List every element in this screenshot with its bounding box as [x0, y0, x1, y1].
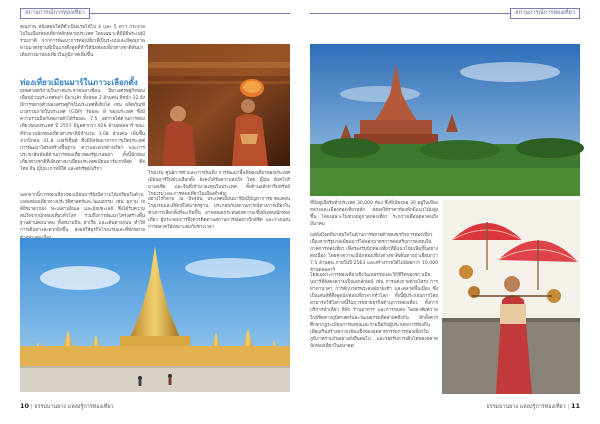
left-para-1: คุณภาพ หนังสดุมใส่ที่ดำเนินแรมได้ไป 4 และ 5 ดาว กระจายไปในเมืองท่องเที่ยวหลักหลายประเทศ โดยเฉพาะที่มีพิธีประเพณีร่วมภาคี จากการพัฒนาการท่องเที่ยวที่เป็นระบบและมีคุณภาพตามมาตรฐานที่เป็นแรงดึงดูดที่ทำให้นักท่องเที่ยวต่างชาติหันมาเดินทางมาท่องเที่ยวในภูมิภาคเพิ่มขึ้น	[20, 25, 145, 59]
monks-photo	[148, 44, 290, 166]
shwedagon-pagoda-photo	[20, 238, 290, 392]
monks-caption: โรงแรม ศูนย์การค้าและการบันเทิง การพัฒนาพื้นที่ท่องเที่ยวของประเทศเมียนมาร์ในช่วงเลือกตั้ง ยังคงได้รับความสนใจ ไทย ญี่ปุ่น สิงคโปร์ มาเลเซีย และจีนที่เข้ามาลงทุนในประเทศ ทั้งด้านอสังหาริมทรัพย์ โรงแรม และการท่องเที่ยวในเมืองสำคัญ	[148, 171, 290, 198]
left-page-number: 10	[20, 402, 30, 410]
parasol-vendor-photo	[442, 200, 580, 394]
right-footer-divider: |	[567, 404, 571, 410]
left-para-4: อย่างไรก็ตาม ณ ปัจจุบัน ประเทศเมียนมาร์ยังมีปัญหาการขาดแคลนโรงแรมและที่พักที่ได้มาตรฐาน ประกอบกับสถานการณ์ทางการเมืองในช่วงการเลือกตั้งที่จะเกิดขึ้น อาจส่งผลกระทบต่อความเชื่อมั่นของนักท่องเที่ยว ผู้ประกอบการจึงควรติดตามสถานการณ์อย่างใกล้ชิด และวางแผนการตลาดให้เหมาะสมกับช่วงเวลา	[148, 197, 290, 231]
pagoda-illustration	[20, 238, 290, 392]
right-header	[310, 8, 580, 19]
right-para-2: แต่ยังมีจุดที่น่าสนใจในด้านการขยายตัวของธุรกิจการท่องเที่ยว เนื่องจากรัฐบาลเมียนมาร์ได้ออกมาตรการส่งเสริมการลงทุนในภาคการท่องเที่ยว เพื่อรองรับนักท่องเที่ยวที่มีแนวโน้มเพิ่มขึ้นอย่างต่อเนื่อง โดยคาดว่าจะมีนักท่องเที่ยวต่างชาติเดินทางมาเยือนกว่า 7.5 ล้านคน ภายในปี 2563 และสร้างรายได้ไม่น้อยกว่า 10,000 ล้านดอลลาร์	[310, 233, 438, 274]
left-para-3: นอกจากนี้การท่องเที่ยวของเมียนมาร์ยังมีความได้เปรียบในด้านแหล่งท่องเที่ยวทางประวัติศาสตร์และวัฒนธรรม เช่น พุกาม เจดีย์ชเวดากอง ทะเลสาบอินเล และมัณฑะเลย์ ซึ่งได้รับความสนใจจากนักท่องเที่ยวทั่วโลก รวมถึงการพัฒนาโครงสร้างพื้นฐานด้านคมนาคม ทั้งสนามบิน ท่าเรือ และเส้นทางถนน ทำให้การเดินทางสะดวกยิ่งขึ้น ส่งผลให้ธุรกิจโรงแรมและที่พักขยาย	[20, 193, 145, 234]
monks-illustration	[148, 44, 290, 166]
right-page-number: 11	[570, 402, 580, 410]
right-footer	[486, 402, 580, 411]
left-header-tab: สถานการณ์การท่องเที่ยว	[20, 8, 90, 19]
left-footer-text: ธรรมบานยาง แหล่งรู้การท่องเที่ยว	[34, 404, 114, 410]
right-para-1: ที่มีอยู่เมื่อรับทั่วประเทศ 30,000 ห้อง ซึ่งที่เพียงพอ 30 อยู่ในเมืองหลวงและเมืองท่องเที่ยวหลัก ส่งผลให้ราคาห้องพักมีแนวโน้มสูงขึ้น โดยเฉพาะในช่วงฤดูกาลท่องเที่ยว ระหว่างเดือนตุลาคมถึงมีนาคม	[310, 201, 438, 228]
right-header-tab: สถานการณ์การท่องเที่ยว	[510, 8, 580, 19]
temple-illustration	[310, 44, 580, 196]
left-footer	[20, 402, 114, 411]
right-para-3: โดยเฉพาะการท่องเที่ยวเชิงวัฒนธรรมและวิถีชีวิตของชาวเมียนมาร์ที่ยังคงความเป็นเอกลักษณ์ เช่น การแต่งกายด้วยโสร่ง การทาทานาคา การตักบาตรพระสงฆ์ยามเช้า และตลาดพื้นเมือง ซึ่งเป็นเสน่ห์ที่ดึงดูดนักท่องเที่ยวจากทั่วโลก ทั้งนี้ผู้ประกอบการไทยสามารถใช้โอกาสนี้ในการขยายธุรกิจด้านการท่องเที่ยว ทั้งการบริการนำเที่ยว ที่พัก ร้านอาหาร และการขนส่ง โดยอาศัยความใกล้ชิดทางภูมิศาสตร์และวัฒนธรรมที่คล้ายคลึงกัน อีกทั้งควรศึกษากฎระเบียบการลงทุนและร่วมมือกับผู้ประกอบการท้องถิ่น เพื่อเสริมสร้างความเข้มแข็งของอุตสาหกรรมการท่องเที่ยวในภูมิภาคร่วมกันอย่างยั่งยืนต่อไป และรองรับการเติบโตของตลาดนักท่องเที่ยวในอนาคต	[310, 273, 438, 349]
section-heading: ท่องเที่ยวเมียนมาร์ในภาวะเลือกตั้ง	[20, 78, 138, 87]
vendor-illustration	[442, 200, 580, 394]
bagan-temple-photo	[310, 44, 580, 196]
left-footer-divider: |	[30, 404, 35, 410]
left-header	[20, 8, 290, 19]
right-footer-text: ธรรมบานยาง แหล่งรู้การท่องเที่ยว	[486, 404, 566, 410]
left-para-2: ยุทธศาสตร์ภายในภาคประชาคมอาเซียน ปีทางเศรษฐกิจของเพื่อนบ้านประเทศพม่า มีมาแล้ว ทั้งหมด 2 ล้านคน ที่หน้า 22 ยังมีการขยายตัวของเศรษฐกิจในประเทศที่เติบโต เช่น ผลิตภัณฑ์มวลรวมภายในประเทศ (GDP) ร้อยละ 8 ของประเทศ ซึ่งมีความร่วมมือกันขยายตัวได้ร้อยละ 7.5 แต่รายได้ด้านการท่องเที่ยวของประเทศ ปี 2557 มีมูลค่ากว่า 926 ล้านดอลลาร์ ขณะที่จำนวนนักท่องเที่ยวต่างชาติมีจำนวน 3.08 ล้านคน เพิ่มขึ้นจากปีก่อน 41.8 เปอร์เซ็นต์ ซึ่งมีปัจจัยมาจากการเปิดประเทศ การพัฒนาโครงสร้างพื้นฐาน ความสะดวกด้านวีซ่า และการประชาสัมพันธ์ด้านการท่องเที่ยวของรัฐบาลพม่า ทั้งนี้นักท่องเที่ยวต่างชาติที่เดินทางมาเยือนประเทศเมียนมาร์มากที่สุด คือ ไทย จีน ญี่ปุ่น เกาหลีใต้ และสหรัฐอเมริกา	[20, 89, 145, 173]
